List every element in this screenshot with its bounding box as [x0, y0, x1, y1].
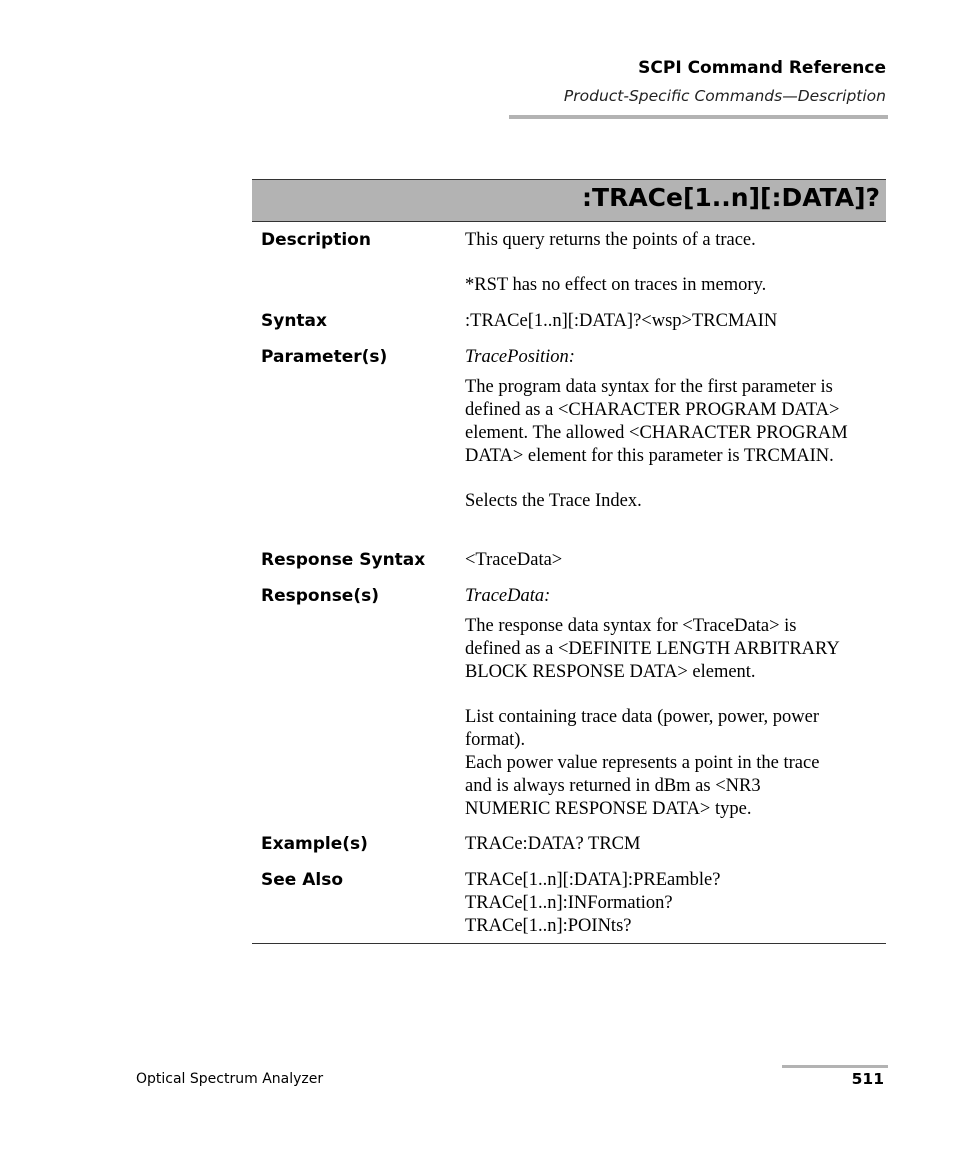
parameter-note: Selects the Trace Index.: [465, 491, 642, 511]
description-line-2: *RST has no effect on traces in memory.: [465, 275, 767, 295]
example-value: TRACe:DATA? TRCM: [465, 834, 641, 854]
footer-rule: [782, 1065, 888, 1068]
response-description-line: BLOCK RESPONSE DATA> element.: [465, 662, 756, 682]
response-syntax-value: <TraceData>: [465, 550, 563, 570]
parameter-description-line: defined as a <CHARACTER PROGRAM DATA>: [465, 400, 840, 420]
command-title: :TRACe[1..n][:DATA]?: [582, 183, 880, 212]
response-details-line: format).: [465, 730, 526, 750]
table-bottom-rule: [252, 943, 886, 944]
response-details-line: List containing trace data (power, power, power: [465, 707, 819, 727]
description-line-1: This query returns the points of a trace.: [465, 230, 756, 250]
examples-label: Example(s): [261, 834, 368, 854]
footer-product-name: Optical Spectrum Analyzer: [136, 1071, 324, 1087]
response-details-line: and is always returned in dBm as <NR3: [465, 776, 761, 796]
header-rule: [509, 115, 888, 119]
response-description-line: The response data syntax for <TraceData> is: [465, 616, 797, 636]
response-description: [465, 615, 885, 684]
response-details: [465, 706, 885, 821]
see-also-link[interactable]: TRACe[1..n]:INFormation?: [465, 893, 673, 913]
parameters-label: Parameter(s): [261, 347, 388, 367]
description-label: Description: [261, 230, 371, 250]
responses-label: Response(s): [261, 586, 379, 606]
command-title-bar: [252, 179, 886, 222]
see-also-link[interactable]: TRACe[1..n]:POINts?: [465, 916, 632, 936]
response-name: TraceData:: [465, 586, 551, 606]
syntax-value: :TRACe[1..n][:DATA]?<wsp>TRCMAIN: [465, 311, 778, 331]
parameter-description-line: element. The allowed <CHARACTER PROGRAM: [465, 423, 848, 443]
response-syntax-label: Response Syntax: [261, 550, 426, 570]
response-description-line: defined as a <DEFINITE LENGTH ARBITRARY: [465, 639, 840, 659]
response-details-line: Each power value represents a point in the trace: [465, 753, 820, 773]
parameter-description-line: DATA> element for this parameter is TRCMAIN.: [465, 446, 834, 466]
parameter-name: TracePosition:: [465, 347, 575, 367]
page-number: 511: [851, 1070, 884, 1088]
see-also-link[interactable]: TRACe[1..n][:DATA]:PREamble?: [465, 870, 721, 890]
syntax-label: Syntax: [261, 311, 327, 331]
running-header-subtitle: Product-Specific Commands—Description: [563, 87, 886, 105]
parameter-description: [465, 376, 885, 468]
running-header-title: SCPI Command Reference: [638, 58, 886, 78]
see-also-list: [465, 869, 885, 938]
response-details-line: NUMERIC RESPONSE DATA> type.: [465, 799, 752, 819]
see-also-label: See Also: [261, 870, 344, 890]
parameter-description-line: The program data syntax for the first parameter is: [465, 377, 833, 397]
